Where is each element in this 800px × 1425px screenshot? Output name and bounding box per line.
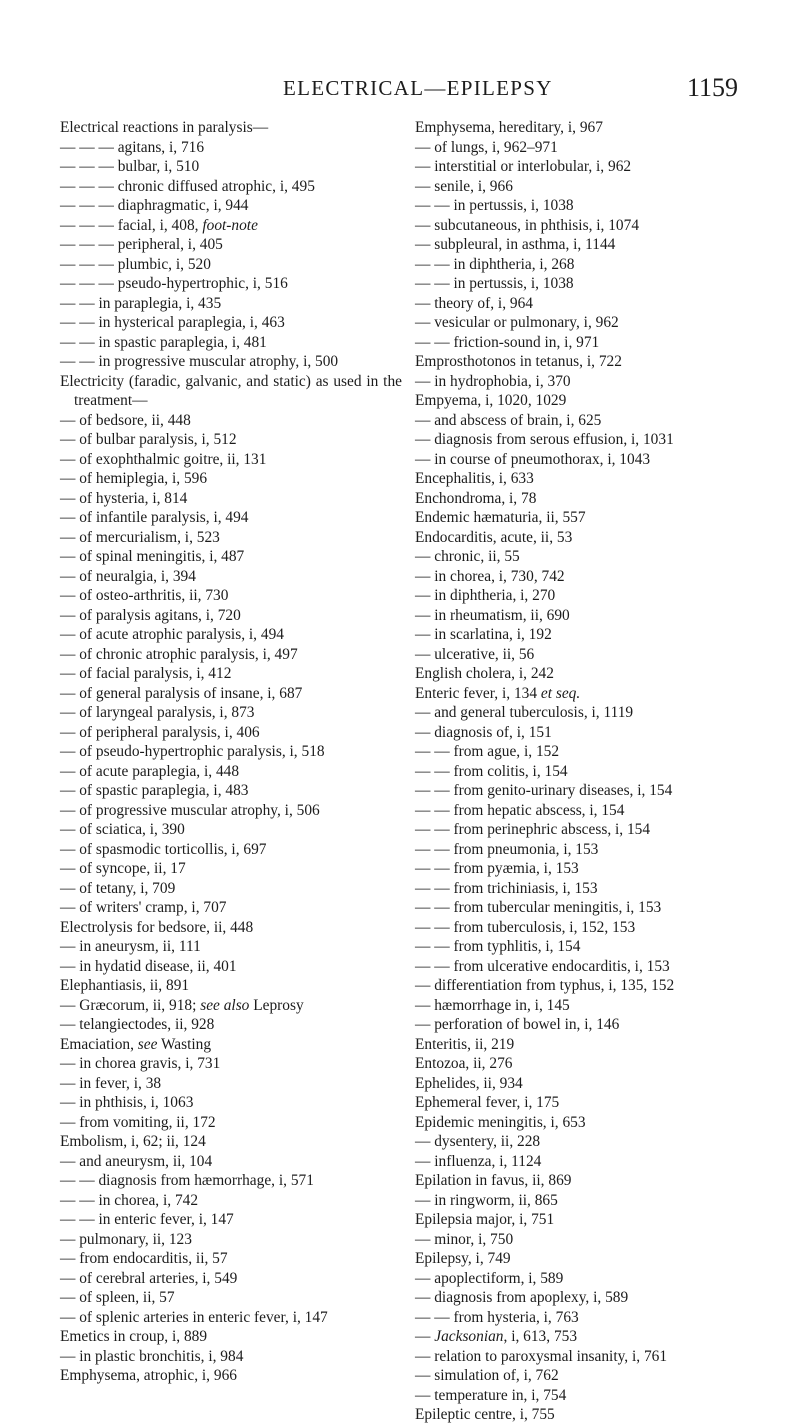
index-entry: — — — diaphragmatic, i, 944 (60, 197, 249, 214)
index-entry: Enchondroma, i, 78 (415, 489, 537, 507)
index-entry: — of splenic arteries in enteric fever, i, 147 (60, 1308, 328, 1326)
index-entry: — of spleen, ii, 57 (60, 1289, 175, 1306)
page-number: 1159 (686, 73, 738, 102)
index-entry: — relation to paroxysmal insanity, i, 761 (415, 1347, 668, 1365)
index-entry: — — in enteric fever, i, 147 (60, 1211, 234, 1228)
index-entry: — of osteo-arthritis, ii, 730 (60, 587, 229, 604)
index-entry: — — from ague, i, 152 (415, 743, 560, 760)
index-entry: — of acute paraplegia, i, 448 (60, 762, 240, 780)
index-entry: — of tetany, i, 709 (60, 879, 176, 897)
index-entry: — subpleural, in asthma, i, 1144 (415, 236, 616, 253)
index-entry: Elephantiasis, ii, 891 (60, 977, 190, 994)
index-entry: — of bulbar paralysis, i, 512 (60, 431, 237, 448)
index-entry: — from endocarditis, ii, 57 (60, 1250, 228, 1267)
index-entry: — of general paralysis of insane, i, 687 (60, 684, 303, 702)
index-entry: — — from hepatic abscess, i, 154 (415, 801, 625, 819)
index-entry: — and abscess of brain, i, 625 (415, 411, 602, 429)
index-entry: — of cerebral arteries, i, 549 (60, 1269, 238, 1287)
index-entry: — — — bulbar, i, 510 (60, 158, 200, 175)
index-entry: — — in chorea, i, 742 (60, 1191, 199, 1209)
index-entry: — and aneurysm, ii, 104 (60, 1152, 213, 1170)
index-entry: Emphysema, atrophic, i, 966 (60, 1367, 237, 1384)
index-entry: Epilepsy, i, 749 (415, 1250, 511, 1267)
index-entry: — of spasmodic torticollis, i, 697 (60, 840, 267, 858)
running-title: ELECTRICAL—EPILEPSY (283, 76, 553, 100)
index-entry: — minor, i, 750 (415, 1230, 514, 1248)
index-entry: Emaciation, see Wasting (60, 1035, 212, 1053)
index-entry: — diagnosis from serous effusion, i, 1031 (415, 431, 674, 448)
index-entry: Epilepsia major, i, 751 (415, 1211, 555, 1228)
index-entry: — in hydatid disease, ii, 401 (60, 957, 237, 975)
index-entry: — of chronic atrophic paralysis, i, 497 (60, 645, 298, 663)
index-entry: Epileptic centre, i, 755 (415, 1406, 555, 1423)
index-entry: — — — peripheral, i, 405 (60, 236, 223, 253)
index-entry: — from vomiting, ii, 172 (60, 1113, 216, 1131)
index-entry: — — — plumbic, i, 520 (60, 255, 211, 273)
index-entry: — — from typhlitis, i, 154 (415, 938, 581, 955)
index-entry: — — from perinephric abscess, i, 154 (415, 821, 651, 838)
index-entry: — of paralysis agitans, i, 720 (60, 606, 241, 624)
index-entry: — pulmonary, ii, 123 (60, 1230, 192, 1248)
index-entry: Embolism, i, 62; ii, 124 (60, 1133, 206, 1150)
index-entry: Endocarditis, acute, ii, 53 (415, 528, 573, 546)
index-entry: — — from tubercular meningitis, i, 153 (415, 899, 662, 916)
index-entry: — in rheumatism, ii, 690 (415, 606, 570, 624)
index-entry: — hæmorrhage in, i, 145 (415, 996, 570, 1014)
index-entry: — in ringworm, ii, 865 (415, 1191, 558, 1209)
index-entry: — of sciatica, i, 390 (60, 821, 185, 838)
index-entry: — and general tuberculosis, i, 1119 (415, 704, 634, 721)
index-entry: — of spastic paraplegia, i, 483 (60, 782, 249, 799)
index-entry: — subcutaneous, in phthisis, i, 1074 (415, 216, 640, 234)
index-entry: — in course of pneumothorax, i, 1043 (415, 450, 651, 468)
index-entry: — in phthisis, i, 1063 (60, 1094, 194, 1111)
index-entry: Emetics in croup, i, 889 (60, 1328, 208, 1345)
index-entry: — — in spastic paraplegia, i, 481 (60, 333, 267, 351)
index-entry: English cholera, i, 242 (415, 665, 554, 682)
index-entry: Endemic hæmaturia, ii, 557 (415, 509, 586, 526)
index-entry: Electrical reactions in paralysis— (60, 119, 269, 136)
index-entry: — — from tuberculosis, i, 152, 153 (415, 918, 636, 936)
index-entry: — of acute atrophic paralysis, i, 494 (60, 626, 284, 643)
index-column-right (415, 118, 755, 1425)
index-entry: Enteritis, ii, 219 (415, 1035, 515, 1053)
index-entry: — of writers' cramp, i, 707 (60, 899, 227, 916)
index-entry: — of infantile paralysis, i, 494 (60, 509, 249, 526)
index-entry: — — in pertussis, i, 1038 (415, 197, 574, 214)
index-entry: — — — agitans, i, 716 (60, 138, 205, 156)
index-entry: — of neuralgia, i, 394 (60, 567, 196, 585)
index-entry: Electricity (faradic, galvanic, and static) as used in the treatment— (60, 372, 402, 409)
index-entry: — — — pseudo-hypertrophic, i, 516 (60, 275, 288, 292)
index-entry: — — — facial, i, 408, foot-note (60, 216, 258, 234)
index-entry: — in scarlatina, i, 192 (415, 626, 552, 643)
index-entry: — in plastic bronchitis, i, 984 (60, 1347, 244, 1365)
index-entry: — of exophthalmic goitre, ii, 131 (60, 450, 267, 468)
index-entry: — influenza, i, 1124 (415, 1152, 542, 1170)
index-entry: — Jacksonian, i, 613, 753 (415, 1328, 578, 1345)
index-entry: — — in diphtheria, i, 268 (415, 255, 575, 273)
index-entry: — of hemiplegia, i, 596 (60, 470, 208, 487)
index-entry: Ephemeral fever, i, 175 (415, 1094, 560, 1111)
index-entry: Emphysema, hereditary, i, 967 (415, 119, 603, 136)
index-entry: Electrolysis for bedsore, ii, 448 (60, 918, 254, 936)
index-entry: — chronic, ii, 55 (415, 548, 520, 565)
index-entry: — temperature in, i, 754 (415, 1386, 567, 1404)
index-entry: — — from pyæmia, i, 153 (415, 860, 579, 877)
index-entry: — Græcorum, ii, 918; see also Leprosy (60, 996, 304, 1014)
index-entry: — dysentery, ii, 228 (415, 1133, 541, 1150)
index-entry: — in hydrophobia, i, 370 (415, 372, 571, 390)
index-entry: — ulcerative, ii, 56 (415, 645, 535, 663)
index-entry: — — in pertussis, i, 1038 (415, 275, 574, 292)
index-entry: — simulation of, i, 762 (415, 1367, 559, 1384)
index-entry: — — in hysterical paraplegia, i, 463 (60, 314, 285, 331)
index-entry: — of bedsore, ii, 448 (60, 411, 191, 429)
index-entry: Entozoa, ii, 276 (415, 1055, 513, 1072)
index-entry: Empyema, i, 1020, 1029 (415, 392, 567, 409)
index-entry: — senile, i, 966 (415, 177, 513, 195)
running-header (0, 73, 800, 106)
index-entry: — of lungs, i, 962–971 (415, 138, 558, 156)
index-entry: — in chorea, i, 730, 742 (415, 567, 565, 585)
index-entry: — telangiectodes, ii, 928 (60, 1016, 215, 1033)
index-entry: — of syncope, ii, 17 (60, 860, 186, 877)
index-entry: — theory of, i, 964 (415, 294, 533, 312)
index-entry: — in fever, i, 38 (60, 1074, 162, 1092)
index-entry: — perforation of bowel in, i, 146 (415, 1016, 620, 1033)
index-column-left (60, 118, 402, 1386)
index-entry: — — friction-sound in, i, 971 (415, 333, 600, 351)
index-entry: Emprosthotonos in tetanus, i, 722 (415, 353, 622, 370)
index-entry: — apoplectiform, i, 589 (415, 1269, 564, 1287)
index-entry: — of mercurialism, i, 523 (60, 528, 220, 546)
index-entry: — of laryngeal paralysis, i, 873 (60, 704, 255, 721)
index-entry: Enteric fever, i, 134 et seq. (415, 684, 581, 702)
index-entry: — — from ulcerative endocarditis, i, 153 (415, 957, 670, 975)
index-entry: — in aneurysm, ii, 111 (60, 938, 201, 955)
index-entry: — — from colitis, i, 154 (415, 762, 568, 780)
index-entry: — — in paraplegia, i, 435 (60, 294, 222, 312)
index-entry: Epidemic meningitis, i, 653 (415, 1113, 586, 1131)
index-entry: — of hysteria, i, 814 (60, 489, 188, 507)
index-entry: Encephalitis, i, 633 (415, 470, 534, 487)
index-entry: — interstitial or interlobular, i, 962 (415, 158, 632, 175)
index-entry: — diagnosis from apoplexy, i, 589 (415, 1289, 629, 1306)
index-entry: — of peripheral paralysis, i, 406 (60, 723, 260, 741)
index-entry: — of progressive muscular atrophy, i, 506 (60, 801, 320, 819)
index-entry: — — from genito-urinary diseases, i, 154 (415, 782, 673, 799)
index-entry: — differentiation from typhus, i, 135, 152 (415, 977, 675, 994)
index-entry: — in diphtheria, i, 270 (415, 587, 556, 604)
index-entry: — — in progressive muscular atrophy, i, 500 (60, 353, 339, 370)
index-entry: — in chorea gravis, i, 731 (60, 1055, 221, 1072)
index-entry: — of pseudo-hypertrophic paralysis, i, 518 (60, 743, 325, 760)
index-entry: — of spinal meningitis, i, 487 (60, 548, 245, 565)
index-entry: — — — chronic diffused atrophic, i, 495 (60, 177, 315, 195)
index-entry: — diagnosis of, i, 151 (415, 723, 552, 741)
index-entry: — vesicular or pulmonary, i, 962 (415, 314, 619, 331)
index-entry: Epilation in favus, ii, 869 (415, 1172, 572, 1189)
index-entry: — — from pneumonia, i, 153 (415, 840, 599, 858)
index-entry: — — from hysteria, i, 763 (415, 1308, 579, 1326)
index-entry: — of facial paralysis, i, 412 (60, 665, 232, 682)
index-entry: — — from trichiniasis, i, 153 (415, 879, 598, 897)
index-entry: Ephelides, ii, 934 (415, 1074, 523, 1092)
index-entry: — — diagnosis from hæmorrhage, i, 571 (60, 1172, 314, 1189)
